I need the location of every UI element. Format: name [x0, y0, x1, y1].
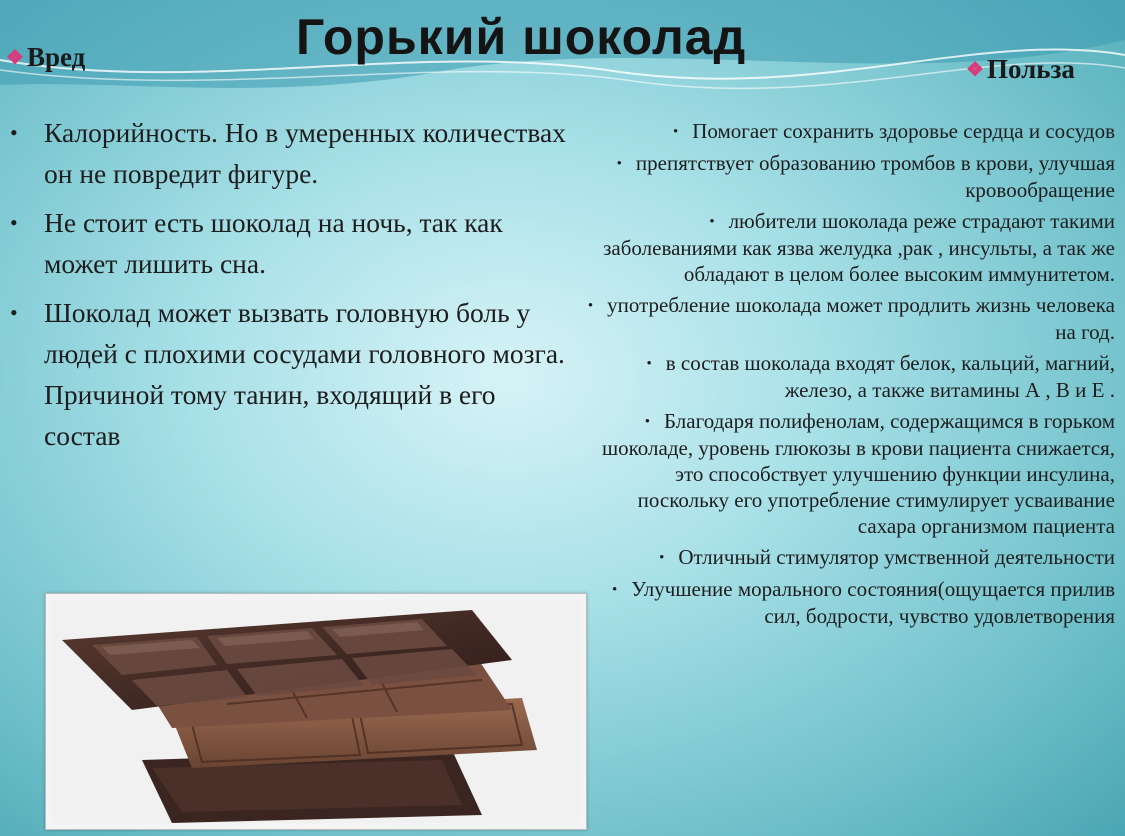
list-item: • Благодаря полифенолам, содержащимся в горьком шоколаде, уровень глюкозы в крови пациента снижается, это способствует улучшению функции инсулина, поскольку его употребление стимулирует усваивание сахара организмом пациента: [601, 409, 1115, 538]
list-item: • в состав шоколада входят белок, кальций, магний, железо, а также витамины А , В и Е .: [646, 351, 1115, 402]
harm-heading: [6, 42, 85, 73]
list-item: • Помогает сохранить здоровье сердца и сосудов: [672, 119, 1115, 143]
list-item: • любители шоколада реже страдают такими заболеваниями как язва желудка ,рак , инсульты, а так же обладают в целом более высоким иммунитетом.: [603, 209, 1115, 286]
harm-heading-label: Вред: [26, 42, 86, 72]
bullet-icon: •: [709, 214, 715, 230]
diamond-bullet-icon: ❖: [6, 47, 24, 69]
bullet-icon: •: [646, 356, 652, 372]
list-item: • Не стоит есть шоколад на ночь, так как может лишить сна.: [10, 202, 570, 284]
list-item: • Калорийность. Но в умеренных количествах он не повредит фигуре.: [10, 112, 570, 194]
bullet-icon: •: [672, 124, 679, 140]
bullet-icon: •: [616, 156, 622, 172]
bullet-icon: •: [644, 414, 651, 430]
chocolate-bars-illustration: [52, 600, 580, 823]
list-item: • Отличный стимулятор умственной деятельности: [659, 545, 1115, 569]
bullet-icon: •: [10, 210, 18, 235]
list-item: • препятствует образованию тромбов в крови, улучшая кровообращение: [616, 151, 1115, 202]
harm-list: [10, 112, 570, 464]
list-item: • Шоколад может вызвать головную боль у людей с плохими сосудами головного мозга. Причиной тому танин, входящий в его состав: [10, 292, 570, 456]
list-item: • употребление шоколада может продлить жизнь человека на год.: [587, 293, 1115, 344]
diamond-bullet-icon: ❖: [966, 59, 984, 81]
benefit-heading: [966, 54, 1075, 85]
bullet-icon: •: [612, 582, 618, 598]
bullet-icon: •: [587, 298, 594, 314]
bullet-icon: •: [10, 120, 18, 145]
benefit-list: [580, 118, 1115, 634]
chocolate-bars-photo: [45, 593, 587, 830]
bullet-icon: •: [10, 300, 18, 325]
benefit-heading-label: Польза: [986, 54, 1075, 84]
slide-title: Горький шоколад: [296, 9, 747, 65]
list-item: • Улучшение морального состояния(ощущается прилив сил, бодрости, чувство удовлетворения: [612, 577, 1115, 628]
bullet-icon: •: [659, 550, 665, 566]
